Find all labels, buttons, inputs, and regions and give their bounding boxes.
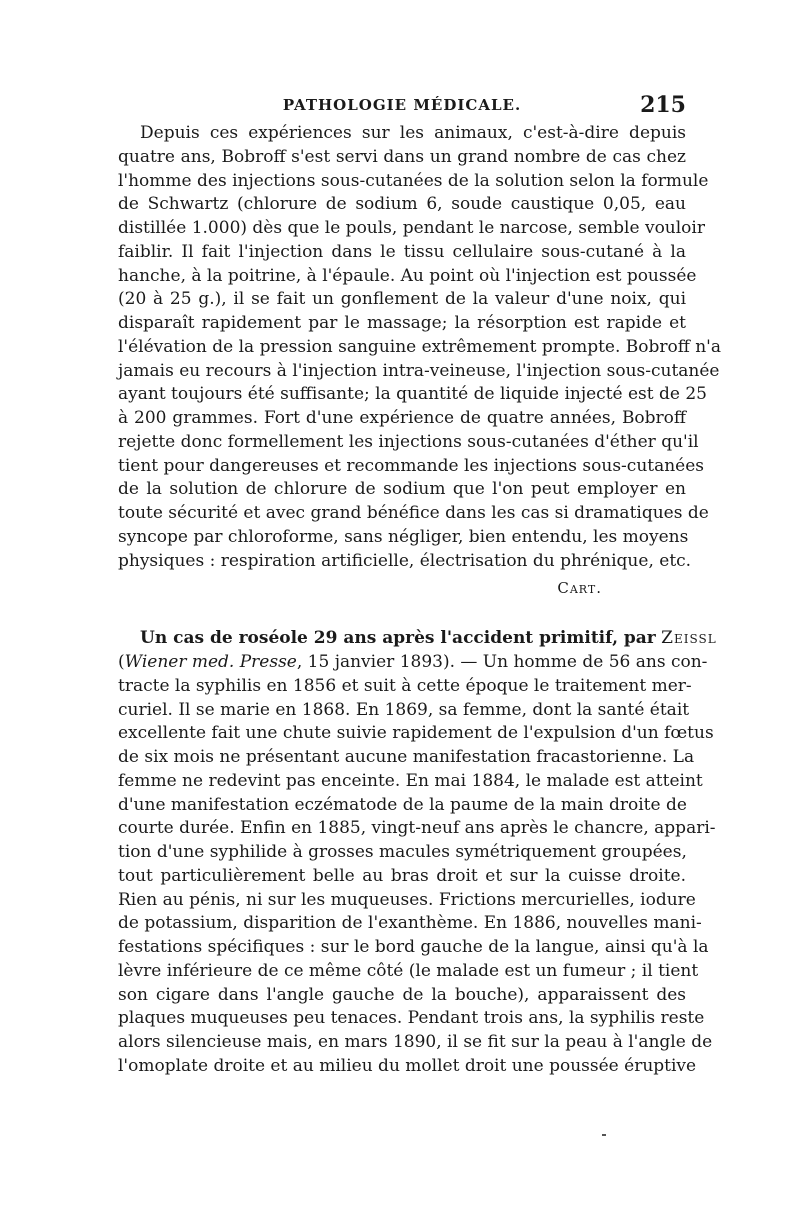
text-line: de six mois ne présentant aucune manifestation fracastorienne. La xyxy=(118,747,695,767)
page-number: 215 xyxy=(640,92,686,118)
text-line: son cigare dans l'angle gauche de la bouche), apparaissent des xyxy=(118,984,686,1005)
text-line: excellente fait une chute suivie rapidement de l'expulsion d'un fœtus xyxy=(118,723,714,744)
article-body xyxy=(118,675,716,1079)
text-line: toute sécurité et avec grand bénéfice dans les cas si dramatiques de xyxy=(118,503,709,523)
print-speck xyxy=(602,1134,606,1136)
text-line: syncope par chloroforme, sans négliger, bien entendu, les moyens xyxy=(118,526,689,547)
text-line: d'une manifestation eczématode de la paume de la main droite de xyxy=(118,794,687,815)
text-line: hanche, à la poitrine, à l'épaule. Au point où l'injection est poussée xyxy=(118,265,697,286)
text-line: disparaît rapidement par le massage; la résorption est rapide et xyxy=(118,313,686,333)
article-author: Zeissl xyxy=(661,628,717,649)
text-line: (20 à 25 g.), il se fait un gonflement de la valeur d'une noix, qui xyxy=(118,289,686,310)
text-line: de Schwartz (chlorure de sodium 6, soude caustique 0,05, eau xyxy=(118,194,686,215)
text-line: Rien au pénis, ni sur les muqueuses. Frictions mercurielles, iodure xyxy=(118,889,696,910)
source-open: ( xyxy=(118,652,125,672)
text-line: faiblir. Il fait l'injection dans le tissu cellulaire sous-cutané à la xyxy=(118,241,686,262)
text-line: tout particulièrement belle au bras droit et sur la cuisse droite. xyxy=(118,865,686,886)
text-line: physiques : respiration artificielle, électrisation du phrénique, etc. xyxy=(118,550,692,571)
author-signature: Cart. xyxy=(557,579,602,598)
running-title: PATHOLOGIE MÉDICALE. xyxy=(282,96,522,114)
text-line: de potassium, disparition de l'exanthème. En 1886, nouvelles mani- xyxy=(118,913,702,934)
source-journal: Wiener med. Presse xyxy=(124,652,297,672)
text-line: festations spécifiques : sur le bord gauche de la langue, ainsi qu'à la xyxy=(118,937,709,957)
book-page xyxy=(118,92,721,1079)
text-line: plaques muqueuses peu tenaces. Pendant trois ans, la syphilis reste xyxy=(118,1008,705,1029)
text-line: tracte la syphilis en 1856 et suit à cette époque le traitement mer- xyxy=(118,675,692,696)
text-line: à 200 grammes. Fort d'une expérience de quatre années, Bobroff xyxy=(118,408,686,428)
article-bobroff xyxy=(118,122,721,573)
text-line: distillée 1.000) dès que le pouls, pendant le narcose, semble vouloir xyxy=(118,218,705,238)
text-line: jamais eu recours à l'injection intra-veineuse, l'injection sous-cutanée xyxy=(118,360,720,381)
article-roseole xyxy=(118,627,717,1078)
article-title-line xyxy=(118,627,717,651)
text-line: l'élévation de la pression sanguine extrêmement prompte. Bobroff n'a xyxy=(118,336,721,357)
text-line: lèvre inférieure de ce même côté (le malade est un fumeur ; il tient xyxy=(118,960,699,981)
text-line: quatre ans, Bobroff s'est servi dans un grand nombre de cas chez xyxy=(118,146,686,167)
text-line: l'omoplate droite et au milieu du mollet droit une poussée éruptive xyxy=(118,1055,697,1076)
article-source-line xyxy=(118,651,708,675)
text-line: tient pour dangereuses et recommande les injections sous-cutanées xyxy=(118,455,705,476)
text-line: courte durée. Enfin en 1885, vingt-neuf ans après le chancre, appari- xyxy=(118,818,716,839)
source-rest: , 15 janvier 1893). — Un homme de 56 ans con- xyxy=(296,652,708,672)
text-line: curiel. Il se marie en 1868. En 1869, sa femme, dont la santé était xyxy=(118,699,690,720)
text-line: ayant toujours été suffisante; la quantité de liquide injecté est de 25 xyxy=(118,384,707,405)
article-title: Un cas de roséole 29 ans après l'accident primitif, par xyxy=(140,628,656,649)
text-line: l'homme des injections sous-cutanées de la solution selon la formule xyxy=(118,170,709,191)
text-line: femme ne redevint pas enceinte. En mai 1884, le malade est atteint xyxy=(118,770,703,791)
text-line: de la solution de chlorure de sodium que l'on peut employer en xyxy=(118,479,686,500)
text-line: alors silencieuse mais, en mars 1890, il se fit sur la peau à l'angle de xyxy=(118,1032,713,1052)
section-gap xyxy=(118,601,686,627)
text-line: Depuis ces expériences sur les animaux, c'est-à-dire depuis xyxy=(140,123,686,143)
text-line: tion d'une syphilide à grosses macules symétriquement groupées, xyxy=(118,842,687,862)
page-header xyxy=(118,92,686,122)
text-line: rejette donc formellement les injections sous-cutanées d'éther qu'il xyxy=(118,431,699,452)
